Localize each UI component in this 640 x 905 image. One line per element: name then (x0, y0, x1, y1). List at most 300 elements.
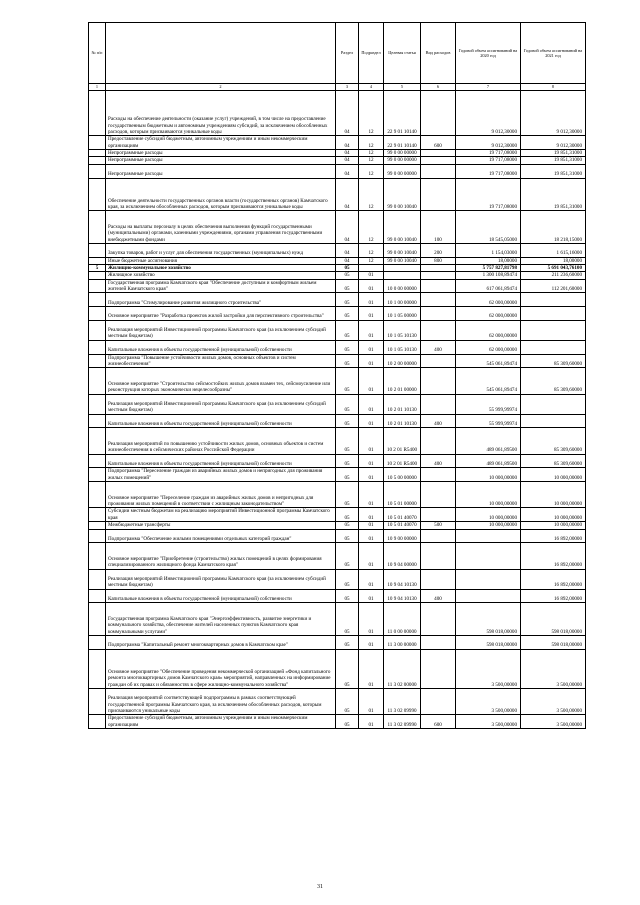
cell-name: Основное мероприятие "Приобретение (строительство) жилых помещений в целях формирования специализированного жилищного фонда Камчатского края" (106, 543, 336, 569)
cell-razdel: 04 (336, 178, 359, 211)
cell-num (89, 257, 106, 264)
cell-amount-2020: 598 018,00000 (456, 603, 521, 636)
cell-vid-rashodov (421, 91, 456, 136)
cell-razdel: 04 (336, 91, 359, 136)
cell-amount-2020: 1 300 108,89474 (456, 272, 521, 279)
column-number: 5 (384, 84, 421, 91)
table-row (89, 688, 586, 714)
cell-podrazdel: 01 (359, 468, 384, 482)
cell-razdel: 04 (336, 150, 359, 157)
cell-celevaya-statya: 10 1 05 00000 (384, 307, 421, 321)
cell-amount-2021: 19 851,31000 (521, 157, 586, 164)
cell-name: Подпрограмма "Обеспечение жилыми помещениями отдельных категорий граждан" (106, 529, 336, 543)
cell-name: Предоставление субсидий бюджетным, автономным учреждениям и иным некоммерческим организациям (106, 715, 336, 729)
column-numbers-row (89, 84, 586, 91)
cell-num (89, 293, 106, 307)
cell-amount-2020: 62 000,00000 (456, 307, 521, 321)
cell-celevaya-statya: 10 9 00 00000 (384, 529, 421, 543)
cell-podrazdel: 01 (359, 320, 384, 340)
table-row (89, 293, 586, 307)
table-row (89, 279, 586, 293)
cell-celevaya-statya: 10 0 00 00000 (384, 279, 421, 293)
cell-celevaya-statya: 10 2 00 00000 (384, 354, 421, 368)
cell-name: Капитальные вложения в объекты государственной (муниципальной) собственности (106, 340, 336, 354)
cell-vid-rashodov (421, 150, 456, 157)
cell-amount-2021: 16 892,00000 (521, 529, 586, 543)
cell-podrazdel: 01 (359, 272, 384, 279)
cell-amount-2020: 598 018,00000 (456, 636, 521, 650)
column-number: 1 (89, 84, 106, 91)
cell-name: Подпрограмма "Повышение устойчивости жилых домов, основных объектов и систем жизнеобеспечения" (106, 354, 336, 368)
cell-vid-rashodov (421, 157, 456, 164)
cell-name: Закупка товаров, работ и услуг для обеспечения государственных (муниципальных) нужд (106, 244, 336, 258)
cell-celevaya-statya: 22 9 01 10140 (384, 91, 421, 136)
cell-amount-2020: 10 000,00000 (456, 522, 521, 529)
budget-table (88, 22, 586, 729)
cell-vid-rashodov (421, 482, 456, 508)
cell-num (89, 636, 106, 650)
column-number: 8 (521, 84, 586, 91)
cell-razdel: 05 (336, 482, 359, 508)
cell-name: Жилищно-коммунальное хозяйство (106, 265, 336, 272)
cell-razdel: 05 (336, 589, 359, 603)
cell-name: Реализация мероприятий Инвестиционной программы Камчатского края (за исключением субсидий местным бюджетам) (106, 320, 336, 340)
cell-num (89, 164, 106, 178)
cell-celevaya-statya: 10 2 01 10130 (384, 394, 421, 414)
cell-razdel: 05 (336, 529, 359, 543)
cell-name: Реализация мероприятий Инвестиционной программы Камчатского края (за исключением субсидий местным бюджетам) (106, 569, 336, 589)
cell-num (89, 569, 106, 589)
cell-amount-2020: 617 061,89474 (456, 279, 521, 293)
cell-podrazdel: 01 (359, 569, 384, 589)
cell-podrazdel: 12 (359, 211, 384, 244)
cell-celevaya-statya: 10 5 01 40070 (384, 508, 421, 522)
cell-vid-rashodov (421, 394, 456, 414)
table-row (89, 320, 586, 340)
cell-num (89, 354, 106, 368)
cell-celevaya-statya: 10 9 04 10130 (384, 569, 421, 589)
cell-amount-2020: 62 000,00000 (456, 340, 521, 354)
cell-vid-rashodov (421, 265, 456, 272)
table-row (89, 636, 586, 650)
cell-vid-rashodov (421, 272, 456, 279)
cell-razdel: 05 (336, 454, 359, 468)
cell-name: Непрограммные расходы (106, 150, 336, 157)
column-number: 2 (106, 84, 336, 91)
cell-celevaya-statya: 11 0 00 00000 (384, 603, 421, 636)
cell-num (89, 649, 106, 688)
cell-podrazdel: 01 (359, 394, 384, 414)
cell-podrazdel: 12 (359, 244, 384, 258)
cell-celevaya-statya: 10 2 01 10130 (384, 414, 421, 428)
cell-razdel: 05 (336, 320, 359, 340)
table-row (89, 211, 586, 244)
cell-amount-2021: 16 892,00000 (521, 569, 586, 589)
cell-razdel: 05 (336, 649, 359, 688)
cell-name: Основное мероприятие "Строительство сейсмостойких жилых домов взамен тех, сейсмоусиление или реконструкция которых экономически нецелесообразны" (106, 368, 336, 394)
column-number: 4 (359, 84, 384, 91)
cell-celevaya-statya: 10 9 04 10130 (384, 589, 421, 603)
cell-podrazdel (359, 265, 384, 272)
cell-podrazdel: 12 (359, 136, 384, 150)
cell-podrazdel: 01 (359, 482, 384, 508)
cell-amount-2020 (456, 569, 521, 589)
cell-vid-rashodov: 600 (421, 136, 456, 150)
cell-vid-rashodov (421, 468, 456, 482)
table-row (89, 178, 586, 211)
budget-table-sheet (88, 22, 585, 729)
cell-podrazdel: 12 (359, 178, 384, 211)
table-row (89, 307, 586, 321)
cell-name: Субсидии местным бюджетам на реализацию мероприятий Инвестиционной программы Камчатского края (106, 508, 336, 522)
cell-podrazdel: 01 (359, 529, 384, 543)
cell-num (89, 482, 106, 508)
cell-num (89, 508, 106, 522)
column-number: 7 (456, 84, 521, 91)
cell-name: Межбюджетные трансферты (106, 522, 336, 529)
cell-amount-2021 (521, 293, 586, 307)
cell-podrazdel: 01 (359, 414, 384, 428)
cell-celevaya-statya: 10 1 00 00000 (384, 293, 421, 307)
cell-name: Основное мероприятие "Переселение граждан из аварийных жилых домов и непригодных для проживания жилых помещений в соответствии с жилищным законодательством" (106, 482, 336, 508)
cell-name: Обеспечение деятельности государственных органов власти (государственных органов) Камчатского края, за исключением обособленных расходов, которым присваиваются уникальные коды (106, 178, 336, 211)
cell-name: Иные бюджетные ассигнования (106, 257, 336, 264)
cell-vid-rashodov (421, 569, 456, 589)
cell-vid-rashodov (421, 320, 456, 340)
cell-amount-2021: 85 309,60000 (521, 454, 586, 468)
cell-celevaya-statya: 10 5 01 40070 (384, 522, 421, 529)
cell-amount-2021: 18,00000 (521, 257, 586, 264)
cell-amount-2020: 55 999,99974 (456, 414, 521, 428)
cell-celevaya-statya: 10 1 05 10130 (384, 320, 421, 340)
cell-num (89, 543, 106, 569)
cell-amount-2021: 10 000,00000 (521, 468, 586, 482)
cell-amount-2020: 62 000,00000 (456, 320, 521, 340)
header-2020: Годовой объем ассигнований на 2020 год (456, 23, 521, 84)
cell-razdel: 05 (336, 688, 359, 714)
cell-num (89, 454, 106, 468)
cell-amount-2020: 19 717,08000 (456, 157, 521, 164)
cell-razdel: 05 (336, 265, 359, 272)
cell-amount-2020: 19 717,08000 (456, 164, 521, 178)
cell-amount-2021: 16 892,00000 (521, 589, 586, 603)
cell-name: Государственная программа Камчатского края "Обеспечение доступным и комфортным жильем жителей Камчатского края" (106, 279, 336, 293)
cell-name: Основное мероприятие "Обеспечение проведения некоммерческой организацией «Фонд капитального ремонта многоквартирных домов Камчатского края» мероприятий, направленных на информирование граждан об их правах и обязанностях в сфере жилищно-коммунального хозяйства" (106, 649, 336, 688)
cell-razdel: 05 (336, 603, 359, 636)
cell-podrazdel: 01 (359, 715, 384, 729)
cell-razdel: 05 (336, 522, 359, 529)
cell-podrazdel: 01 (359, 649, 384, 688)
cell-amount-2020: 18 545,05000 (456, 211, 521, 244)
cell-celevaya-statya: 99 0 00 10040 (384, 211, 421, 244)
table-row (89, 468, 586, 482)
table-row (89, 603, 586, 636)
table-row (89, 354, 586, 368)
cell-name: Реализация мероприятий Инвестиционной программы Камчатского края (за исключением субсидий местным бюджетам) (106, 394, 336, 414)
cell-amount-2021: 3 500,00000 (521, 649, 586, 688)
cell-amount-2020 (456, 589, 521, 603)
cell-amount-2021: 112 201,60000 (521, 279, 586, 293)
table-row (89, 257, 586, 264)
table-row (89, 164, 586, 178)
cell-amount-2020: 3 500,00000 (456, 688, 521, 714)
cell-celevaya-statya: 10 2 01 R5400 (384, 454, 421, 468)
cell-podrazdel: 01 (359, 508, 384, 522)
cell-celevaya-statya: 99 0 00 00000 (384, 164, 421, 178)
cell-amount-2021 (521, 394, 586, 414)
cell-vid-rashodov: 800 (421, 257, 456, 264)
cell-amount-2021: 85 309,60000 (521, 428, 586, 454)
cell-num (89, 150, 106, 157)
cell-vid-rashodov (421, 428, 456, 454)
table-row (89, 91, 586, 136)
cell-amount-2020 (456, 529, 521, 543)
cell-amount-2021: 19 851,31000 (521, 164, 586, 178)
cell-amount-2020: 10 000,00000 (456, 468, 521, 482)
cell-num (89, 414, 106, 428)
table-row (89, 368, 586, 394)
cell-num (89, 394, 106, 414)
cell-celevaya-statya: 11 3 02 09990 (384, 688, 421, 714)
cell-celevaya-statya: 99 0 00 10040 (384, 244, 421, 258)
cell-amount-2020: 545 061,89474 (456, 354, 521, 368)
cell-amount-2021: 10 000,00000 (521, 482, 586, 508)
header-podrazdel: Подраздел (359, 23, 384, 84)
cell-celevaya-statya: 10 9 04 00000 (384, 543, 421, 569)
cell-amount-2021 (521, 414, 586, 428)
cell-num (89, 603, 106, 636)
cell-podrazdel: 01 (359, 688, 384, 714)
table-body (89, 91, 586, 729)
cell-razdel: 05 (336, 368, 359, 394)
cell-podrazdel: 12 (359, 164, 384, 178)
cell-vid-rashodov (421, 354, 456, 368)
cell-celevaya-statya: 10 5 00 00000 (384, 468, 421, 482)
table-row (89, 244, 586, 258)
cell-celevaya-statya: 10 1 05 10130 (384, 340, 421, 354)
table-row (89, 272, 586, 279)
cell-razdel: 05 (336, 428, 359, 454)
table-row (89, 157, 586, 164)
cell-razdel: 05 (336, 569, 359, 589)
cell-amount-2020: 1 154,03000 (456, 244, 521, 258)
cell-num (89, 368, 106, 394)
table-row (89, 414, 586, 428)
table-row (89, 569, 586, 589)
table-row (89, 715, 586, 729)
cell-num (89, 157, 106, 164)
cell-amount-2020: 9 012,30000 (456, 91, 521, 136)
cell-amount-2020: 10 000,00000 (456, 508, 521, 522)
cell-razdel: 05 (336, 715, 359, 729)
cell-podrazdel: 01 (359, 543, 384, 569)
cell-name: Подпрограмма "Капитальный ремонт многоквартирных домов в Камчатском крае" (106, 636, 336, 650)
cell-podrazdel: 01 (359, 454, 384, 468)
cell-razdel: 05 (336, 468, 359, 482)
cell-num (89, 320, 106, 340)
cell-num (89, 428, 106, 454)
cell-celevaya-statya: 11 3 02 00000 (384, 649, 421, 688)
cell-name: Государственная программа Камчатского края "Энергоэффективность, развитие энергетики и коммунального хозяйства, обеспечение жителей населенных пунктов Камчатского края коммунальными услугами" (106, 603, 336, 636)
header-num: № п/п (89, 23, 106, 84)
table-row (89, 428, 586, 454)
cell-amount-2021 (521, 307, 586, 321)
cell-amount-2020: 62 000,00000 (456, 293, 521, 307)
cell-celevaya-statya: 99 0 00 00000 (384, 150, 421, 157)
cell-razdel: 04 (336, 164, 359, 178)
cell-vid-rashodov (421, 368, 456, 394)
cell-amount-2020: 19 717,08000 (456, 178, 521, 211)
table-row (89, 589, 586, 603)
cell-vid-rashodov: 600 (421, 715, 456, 729)
cell-amount-2020 (456, 543, 521, 569)
cell-amount-2021 (521, 340, 586, 354)
cell-vid-rashodov: 200 (421, 244, 456, 258)
cell-vid-rashodov (421, 164, 456, 178)
cell-vid-rashodov: 100 (421, 211, 456, 244)
cell-num (89, 715, 106, 729)
cell-podrazdel: 01 (359, 603, 384, 636)
cell-celevaya-statya: 99 0 00 00000 (384, 157, 421, 164)
cell-name: Непрограммные расходы (106, 157, 336, 164)
cell-razdel: 05 (336, 394, 359, 414)
cell-num (89, 688, 106, 714)
cell-amount-2021: 1 615,16000 (521, 244, 586, 258)
cell-amount-2021: 598 018,00000 (521, 603, 586, 636)
cell-amount-2021: 9 012,30000 (521, 91, 586, 136)
column-number: 3 (336, 84, 359, 91)
cell-name: Реализация мероприятий по повышению устойчивости жилых домов, основных объектов и систем жизнеобеспечения в сейсмических районах Российской Федерации (106, 428, 336, 454)
cell-amount-2020: 3 500,00000 (456, 649, 521, 688)
cell-name: Расходы на обеспечение деятельности (оказание услуг) учреждений, в том числе на предоставление государственным бюджетным и автономным учреждениям субсидий, за исключением обособленных расходов, которым присваиваются уникальные коды (106, 91, 336, 136)
cell-podrazdel: 12 (359, 150, 384, 157)
cell-amount-2020: 9 012,30000 (456, 136, 521, 150)
cell-name: Капитальные вложения в объекты государственной (муниципальной) собственности (106, 454, 336, 468)
table-row (89, 265, 586, 272)
cell-celevaya-statya: 22 9 01 10140 (384, 136, 421, 150)
cell-amount-2021: 9 012,30000 (521, 136, 586, 150)
cell-amount-2021: 19 851,31000 (521, 150, 586, 157)
cell-name: Основное мероприятие "Разработка проектов жилой застройки для перспективного строительства" (106, 307, 336, 321)
header-celevaya-statya: Целевая статья (384, 23, 421, 84)
cell-vid-rashodov: 400 (421, 589, 456, 603)
cell-podrazdel: 12 (359, 91, 384, 136)
cell-razdel: 04 (336, 257, 359, 264)
cell-celevaya-statya: 11 3 00 00000 (384, 636, 421, 650)
cell-amount-2020: 10 000,00000 (456, 482, 521, 508)
cell-razdel: 04 (336, 244, 359, 258)
cell-name: Подпрограмма "Стимулирование развития жилищного строительства" (106, 293, 336, 307)
page-number: 31 (317, 884, 323, 890)
table-row (89, 543, 586, 569)
cell-name: Непрограммные расходы (106, 164, 336, 178)
cell-amount-2021: 16 892,00000 (521, 543, 586, 569)
cell-podrazdel: 01 (359, 522, 384, 529)
cell-vid-rashodov (421, 178, 456, 211)
cell-razdel: 05 (336, 307, 359, 321)
cell-num (89, 244, 106, 258)
cell-num: 5 (89, 265, 106, 272)
cell-amount-2021: 10 000,00000 (521, 522, 586, 529)
cell-razdel: 05 (336, 272, 359, 279)
cell-amount-2021: 85 309,60000 (521, 354, 586, 368)
cell-num (89, 529, 106, 543)
cell-amount-2021: 19 851,31000 (521, 178, 586, 211)
cell-amount-2021: 10 000,00000 (521, 508, 586, 522)
cell-podrazdel: 01 (359, 428, 384, 454)
cell-podrazdel: 01 (359, 307, 384, 321)
cell-amount-2021: 3 500,00000 (521, 688, 586, 714)
header-vid-rashodov: Вид расходов (421, 23, 456, 84)
table-row (89, 529, 586, 543)
table-row (89, 150, 586, 157)
cell-amount-2020: 5 757 827,81798 (456, 265, 521, 272)
cell-amount-2020: 489 061,89500 (456, 454, 521, 468)
cell-num (89, 522, 106, 529)
cell-amount-2021: 18 218,15000 (521, 211, 586, 244)
cell-vid-rashodov: 400 (421, 340, 456, 354)
cell-vid-rashodov (421, 307, 456, 321)
cell-name: Подпрограмма "Переселение граждан из аварийных жилых домов и непригодных для проживания жилых помещений" (106, 468, 336, 482)
cell-amount-2021: 85 309,60000 (521, 368, 586, 394)
cell-podrazdel: 01 (359, 340, 384, 354)
cell-amount-2020: 55 999,99974 (456, 394, 521, 414)
cell-celevaya-statya: 10 2 01 00000 (384, 368, 421, 394)
table-row (89, 394, 586, 414)
cell-num (89, 211, 106, 244)
column-number: 6 (421, 84, 456, 91)
cell-razdel: 05 (336, 293, 359, 307)
cell-amount-2020: 18,00000 (456, 257, 521, 264)
cell-razdel: 04 (336, 211, 359, 244)
table-row (89, 649, 586, 688)
cell-celevaya-statya: 11 3 02 09990 (384, 715, 421, 729)
cell-num (89, 272, 106, 279)
header-name (106, 23, 336, 84)
cell-vid-rashodov: 500 (421, 522, 456, 529)
cell-vid-rashodov: 400 (421, 454, 456, 468)
cell-celevaya-statya: 10 5 01 00000 (384, 482, 421, 508)
header-razdel: Раздел (336, 23, 359, 84)
cell-podrazdel: 01 (359, 589, 384, 603)
cell-name: Расходы на выплаты персоналу в целях обеспечения выполнения функций государственными (муниципальными) органами, казенными учреждениями, органами управления государственными внебюджетными фондами (106, 211, 336, 244)
cell-podrazdel: 01 (359, 293, 384, 307)
cell-amount-2020: 489 061,89500 (456, 428, 521, 454)
cell-amount-2021: 211 236,60000 (521, 272, 586, 279)
cell-num (89, 307, 106, 321)
cell-celevaya-statya: 99 0 00 10040 (384, 178, 421, 211)
cell-num (89, 279, 106, 293)
cell-celevaya-statya (384, 272, 421, 279)
cell-vid-rashodov (421, 293, 456, 307)
cell-razdel: 05 (336, 354, 359, 368)
cell-razdel: 04 (336, 136, 359, 150)
cell-vid-rashodov (421, 603, 456, 636)
cell-num (89, 468, 106, 482)
cell-amount-2020: 545 061,89474 (456, 368, 521, 394)
cell-razdel: 05 (336, 340, 359, 354)
cell-podrazdel: 01 (359, 368, 384, 394)
cell-podrazdel: 01 (359, 354, 384, 368)
cell-vid-rashodov (421, 543, 456, 569)
cell-vid-rashodov (421, 508, 456, 522)
cell-num (89, 136, 106, 150)
cell-amount-2021 (521, 320, 586, 340)
cell-name: Капитальные вложения в объекты государственной (муниципальной) собственности (106, 414, 336, 428)
table-row (89, 522, 586, 529)
header-2021: Годовой объем ассигнований на 2021 год (521, 23, 586, 84)
cell-celevaya-statya: 10 2 01 R5400 (384, 428, 421, 454)
